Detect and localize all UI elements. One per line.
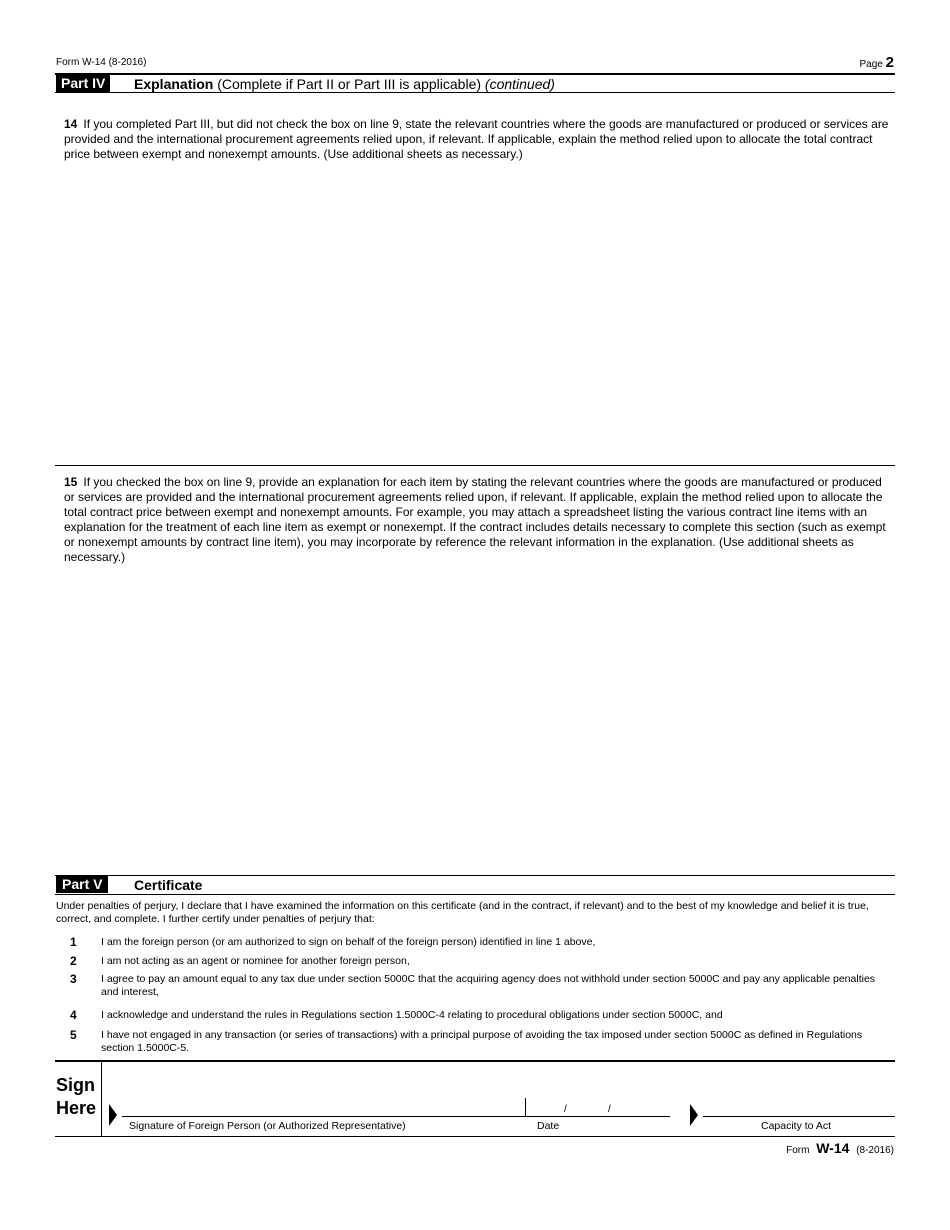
signature-arrow-icon xyxy=(109,1104,117,1126)
date-separator-2: / xyxy=(608,1104,611,1115)
part5-bottom-rule xyxy=(55,894,895,895)
part4-tag: Part IV xyxy=(56,75,110,92)
sign-divider xyxy=(101,1062,102,1136)
sign-label-line1: Sign xyxy=(56,1075,95,1095)
line15-answer-area[interactable] xyxy=(56,570,894,870)
line14-divider xyxy=(55,465,895,466)
date-separator-1: / xyxy=(564,1104,567,1115)
page-label: Page xyxy=(859,59,883,70)
part4-title-rest: (Complete if Part II or Part III is applicable) xyxy=(213,76,485,92)
line14-answer-area[interactable] xyxy=(56,165,894,460)
certify-item-text: I am the foreign person (or am authorized to sign on behalf of the foreign person) identified in line 1 above, xyxy=(101,936,596,948)
certificate-intro: Under penalties of perjury, I declare that I have examined the information on this certificate (and in the contract, if relevant) and to the best of my knowledge and belief it is true, correct, and complete. I further certify under penalties of perjury that: xyxy=(56,900,869,925)
line14-instructions xyxy=(64,117,894,162)
capacity-arrow-icon xyxy=(690,1104,698,1126)
date-field[interactable] xyxy=(528,1096,668,1116)
certify-item-text: I agree to pay an amount equal to any tax due under section 5000C that the acquiring agency does not withhold under section 5000C and pay any applicable penalties and interest, xyxy=(101,973,876,998)
part4-top-rule xyxy=(55,73,895,75)
sign-label-line2: Here xyxy=(56,1098,97,1118)
certify-item-number: 2 xyxy=(70,954,77,968)
page-number: 2 xyxy=(885,54,894,71)
part5-top-rule xyxy=(55,875,895,876)
line14-number: 14 xyxy=(64,117,78,131)
signature-line xyxy=(122,1116,670,1117)
footer-revision: (8-2016) xyxy=(856,1145,894,1156)
line15-instructions xyxy=(64,475,894,565)
sign-here-label xyxy=(56,1074,96,1120)
footer-form-name: W-14 xyxy=(816,1140,850,1156)
part4-bottom-rule xyxy=(55,92,895,93)
certify-item-text: I am not acting as an agent or nominee for another foreign person, xyxy=(101,955,410,967)
signature-label: Signature of Foreign Person (or Authorized Representative) xyxy=(129,1120,406,1132)
page-indicator xyxy=(860,54,894,71)
sign-bottom-rule xyxy=(55,1136,895,1137)
capacity-field[interactable] xyxy=(703,1090,895,1116)
footer-form-id xyxy=(786,1140,894,1156)
line15-text: If you checked the box on line 9, provide an explanation for each item by stating the relevant countries where the goods are manufactured or produced or services are provided and the international procurement agreements relied upon, if relevant. If applicable, explain the method relied upon to allocate the total contract price between exempt and nonexempt amounts. For example, you may attach a spreadsheet listing the various contract line items with an explanation for the treatment of each line item as exempt or nonexempt. If the contract includes details necessary to complete this section (such as exempt or nonexempt amounts by contract line item), you may incorporate by reference the relevant information in the explanation. (Use additional sheets as necessary.) xyxy=(64,475,886,564)
footer-form-word: Form xyxy=(786,1145,810,1156)
part5-tag: Part V xyxy=(56,876,108,893)
certify-item-number: 5 xyxy=(70,1028,77,1042)
part4-title xyxy=(134,76,555,92)
part4-title-italic: (continued) xyxy=(484,76,555,92)
certify-item-number: 3 xyxy=(70,972,77,986)
line15-number: 15 xyxy=(64,475,78,489)
sign-top-rule xyxy=(55,1060,895,1062)
date-divider xyxy=(525,1098,526,1116)
date-label: Date xyxy=(537,1120,560,1132)
capacity-line xyxy=(703,1116,895,1117)
part4-title-bold: Explanation xyxy=(134,76,214,92)
certify-item-number: 1 xyxy=(70,935,77,949)
form-id: Form W-14 (8-2016) xyxy=(56,57,147,68)
certify-item-number: 4 xyxy=(70,1008,77,1022)
capacity-label: Capacity to Act xyxy=(761,1120,832,1132)
certify-item-text: I have not engaged in any transaction (or series of transactions) with a principal purpose of avoiding the tax imposed under section 5000C as defined in Regulations section 1.5000C-5. xyxy=(101,1029,863,1054)
line14-text: If you completed Part III, but did not check the box on line 9, state the relevant countries where the goods are manufactured or produced or services are provided and the international procurement agreements relied upon, if relevant. If applicable, explain the method relied upon to allocate the total contract price between exempt and nonexempt amounts. (Use additional sheets as necessary.) xyxy=(64,117,889,161)
part5-title: Certificate xyxy=(134,877,203,893)
certify-item-text: I acknowledge and understand the rules in Regulations section 1.5000C-4 relating to procedural obligations under section 5000C, and xyxy=(101,1009,723,1021)
